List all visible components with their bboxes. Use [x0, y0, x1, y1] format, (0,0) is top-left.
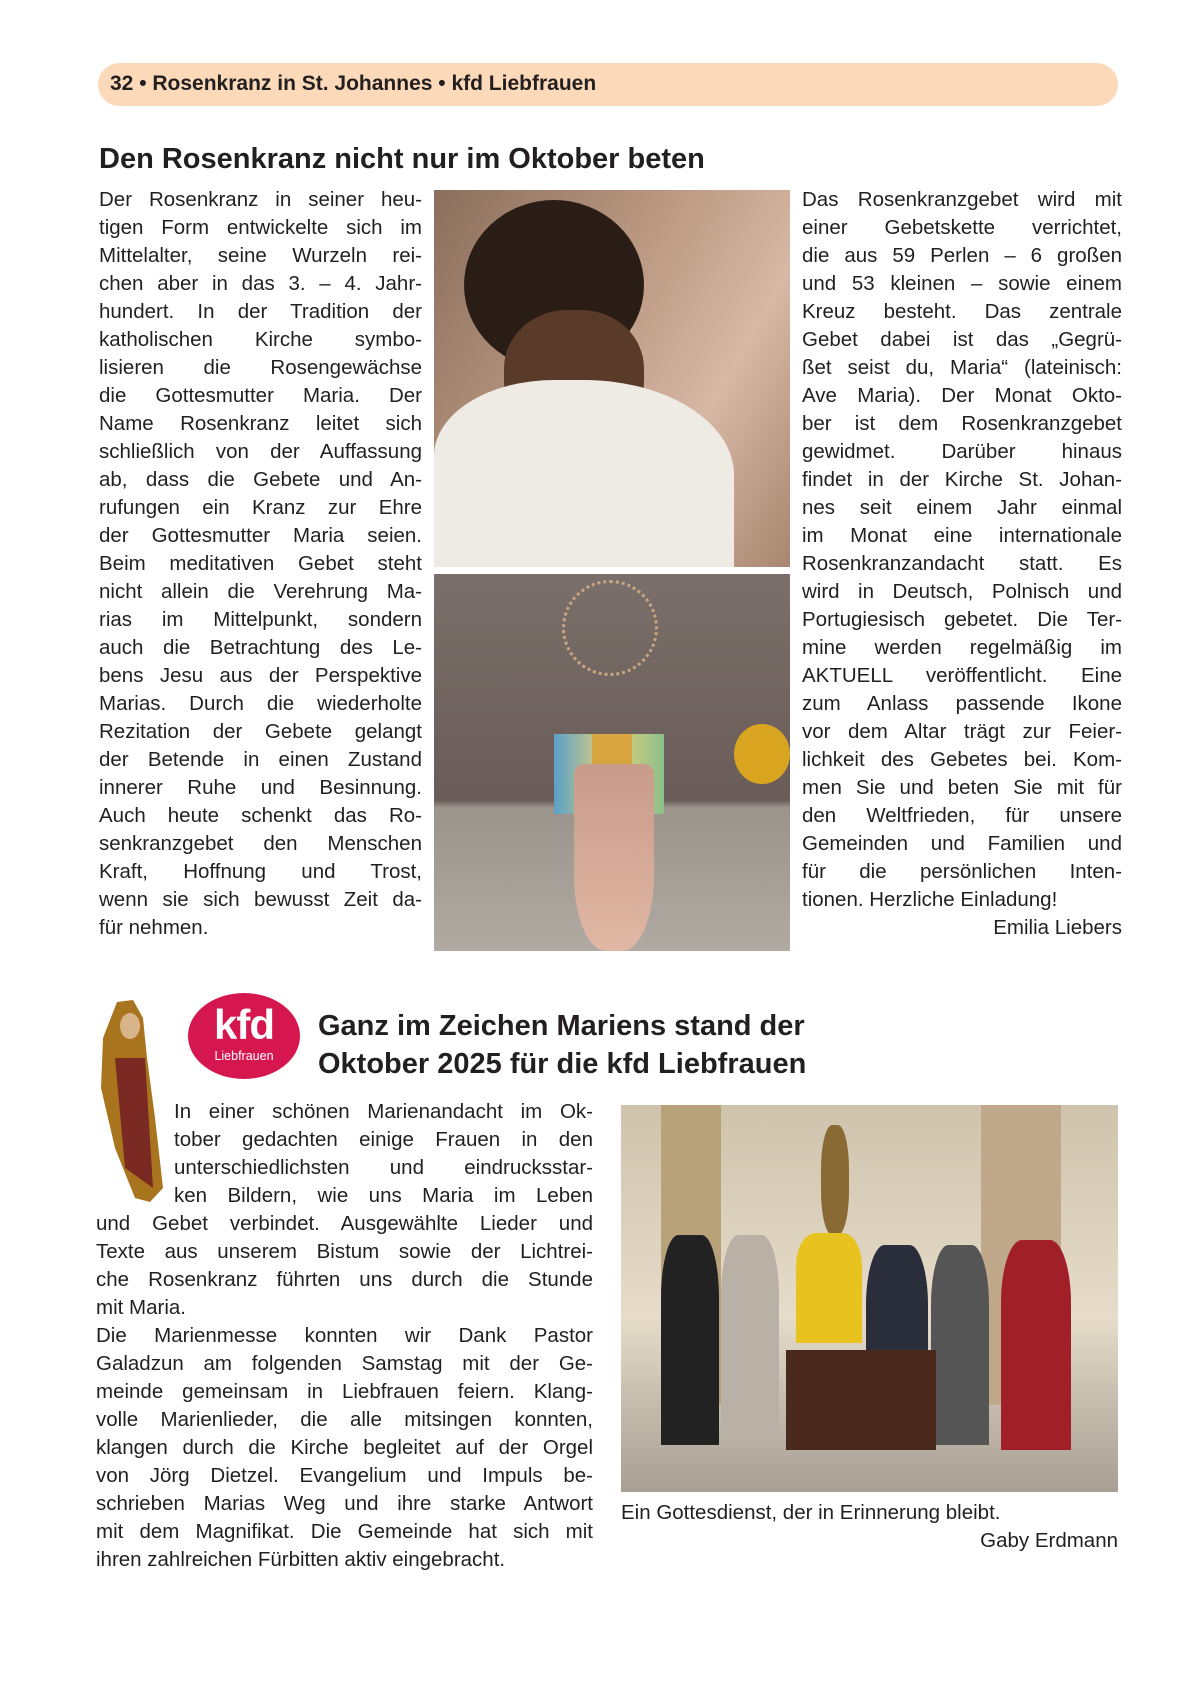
text-line: katholischen Kirche symbo- — [99, 328, 422, 351]
text-line: Texte aus unserem Bistum sowie der Lichtrei- — [96, 1240, 593, 1263]
text-line: ihren zahlreichen Fürbitten aktiv eingebracht. — [96, 1548, 506, 1571]
text-line: der Betende in einen Zustand — [99, 748, 422, 771]
text-line: tigen Form entwickelte sich im — [99, 216, 422, 239]
article2-title-line-1: Ganz im Zeichen Mariens stand der — [318, 1010, 805, 1042]
text-line: che Rosenkranz führten uns durch die Stunde — [96, 1268, 593, 1291]
photo-child-praying — [434, 190, 790, 567]
article-author: Emilia Liebers — [993, 916, 1122, 939]
text-line: men Sie und beten Sie mit für — [802, 776, 1122, 799]
text-line: zum Anlass passende Ikone — [802, 692, 1122, 715]
text-line: Die Marienmesse konnten wir Dank Pastor — [96, 1324, 593, 1347]
text-line: bens Jesu aus der Perspektive — [99, 664, 422, 687]
text-line: auch die Betrachtung des Le- — [99, 636, 422, 659]
photo-kfd-women-group — [621, 1105, 1118, 1492]
text-line: Auch heute schenkt das Ro- — [99, 804, 422, 827]
text-line: ber ist dem Rosenkranzgebet — [802, 412, 1122, 435]
text-line: senkranzgebet den Menschen — [99, 832, 422, 855]
text-line: Mittelalter, seine Wurzeln rei- — [99, 244, 422, 267]
article2-body — [96, 1098, 593, 1574]
text-line: Gebet dabei ist das „Gegrü- — [802, 328, 1122, 351]
text-line: schrieben Marias Weg und ihre starke Antwort — [96, 1492, 593, 1515]
text-line: hundert. In der Tradition der — [99, 300, 422, 323]
text-line: wird in Deutsch, Polnisch und — [802, 580, 1122, 603]
text-line: findet in der Kirche St. Johan- — [802, 468, 1122, 491]
text-line: innerer Ruhe und Besinnung. — [99, 776, 422, 799]
text-line: vor dem Altar trägt zur Feier- — [802, 720, 1122, 743]
text-line: Rosenkranzandacht statt. Es — [802, 552, 1122, 575]
text-line: mit dem Magnifikat. Die Gemeinde hat sich mit — [96, 1520, 593, 1543]
text-line: gewidmet. Darüber hinaus — [802, 440, 1122, 463]
text-line: klangen durch die Kirche begleitet auf der Orgel — [96, 1436, 593, 1459]
text-line: Portugiesisch gebetet. Die Ter- — [802, 608, 1122, 631]
text-line: einer Gebetskette verrichtet, — [802, 216, 1122, 239]
text-line: AKTUELL veröffentlicht. Eine — [802, 664, 1122, 687]
article2-title-line-2: Oktober 2025 für die kfd Liebfrauen — [318, 1048, 807, 1080]
text-line: ßet seist du, Maria“ (lateinisch: — [802, 356, 1122, 379]
article-column-left — [99, 186, 422, 942]
text-line: mit Maria. — [96, 1296, 186, 1319]
text-line: nicht allein die Verehrung Ma- — [99, 580, 422, 603]
text-line: wenn sie sich bewusst Zeit da- — [99, 888, 422, 911]
text-line: unterschiedlichsten und eindrucksstar- — [174, 1156, 593, 1179]
text-line: für die persönlichen Inten- — [802, 860, 1122, 883]
kfd-logo-subtext: Liebfrauen — [214, 1049, 274, 1063]
text-line: Der Rosenkranz in seiner heu- — [99, 188, 422, 211]
text-line: rufungen ein Kranz zur Ehre — [99, 496, 422, 519]
kfd-logo — [188, 993, 300, 1079]
text-line: die aus 59 Perlen – 6 großen — [802, 244, 1122, 267]
text-line: rias im Mittelpunkt, sondern — [99, 608, 422, 631]
kfd-logo-text: kfd — [214, 1001, 274, 1048]
text-line: die Gottesmutter Maria. Der — [99, 384, 422, 407]
text-line: Galadzun am folgenden Samstag mit der Ge- — [96, 1352, 593, 1375]
text-line: chen aber in das 3. – 4. Jahr- — [99, 272, 422, 295]
text-line: Kreuz besteht. Das zentrale — [802, 300, 1122, 323]
text-line: der Gottesmutter Maria seien. — [99, 524, 422, 547]
text-line: und 53 kleinen – sowie einem — [802, 272, 1122, 295]
text-line: volle Marienlieder, die alle mitsingen konnten, — [96, 1408, 593, 1431]
text-line: schließlich von der Auffassung — [99, 440, 422, 463]
text-line: lisieren die Rosengewächse — [99, 356, 422, 379]
text-line: und Gebet verbindet. Ausgewählte Lieder und — [96, 1212, 593, 1235]
text-line: meinde gemeinsam in Liebfrauen feiern. Klang- — [96, 1380, 593, 1403]
article2-author: Gaby Erdmann — [980, 1529, 1118, 1552]
page-header-bar — [98, 63, 1118, 106]
text-line: Kraft, Hoffnung und Trost, — [99, 860, 422, 883]
text-line: ab, dass die Gebete und An- — [99, 468, 422, 491]
text-line: Beim meditativen Gebet steht — [99, 552, 422, 575]
photo-caption: Ein Gottesdienst, der in Erinnerung bleibt. — [621, 1501, 1001, 1524]
text-line: Rezitation der Gebete gelangt — [99, 720, 422, 743]
text-line: ken Bildern, wie uns Maria im Leben — [174, 1184, 593, 1207]
text-line: im Monat eine internationale — [802, 524, 1122, 547]
text-line: In einer schönen Marienandacht im Ok- — [174, 1100, 593, 1123]
page-header-text: 32 • Rosenkranz in St. Johannes • kfd Liebfrauen — [110, 72, 597, 95]
text-line: Name Rosenkranz leitet sich — [99, 412, 422, 435]
text-line: Das Rosenkranzgebet wird mit — [802, 188, 1122, 211]
text-line: von Jörg Dietzel. Evangelium und Impuls be- — [96, 1464, 593, 1487]
text-line: für nehmen. — [99, 916, 209, 939]
text-line: tober gedachten einige Frauen in den — [174, 1128, 593, 1151]
article-column-right — [802, 186, 1122, 942]
text-line: tionen. Herzliche Einladung! — [802, 888, 1058, 911]
photo-church-altar — [434, 574, 790, 951]
text-line: nes seit einem Jahr einmal — [802, 496, 1122, 519]
text-line: lichkeit des Gebetes bei. Kom- — [802, 748, 1122, 771]
text-line: Ave Maria). Der Monat Okto- — [802, 384, 1122, 407]
text-line: mine werden regelmäßig im — [802, 636, 1122, 659]
text-line: Marias. Durch die wiederholte — [99, 692, 422, 715]
article-title: Den Rosenkranz nicht nur im Oktober beten — [99, 143, 705, 175]
text-line: Gemeinden und Familien und — [802, 832, 1122, 855]
text-line: den Weltfrieden, für unsere — [802, 804, 1122, 827]
